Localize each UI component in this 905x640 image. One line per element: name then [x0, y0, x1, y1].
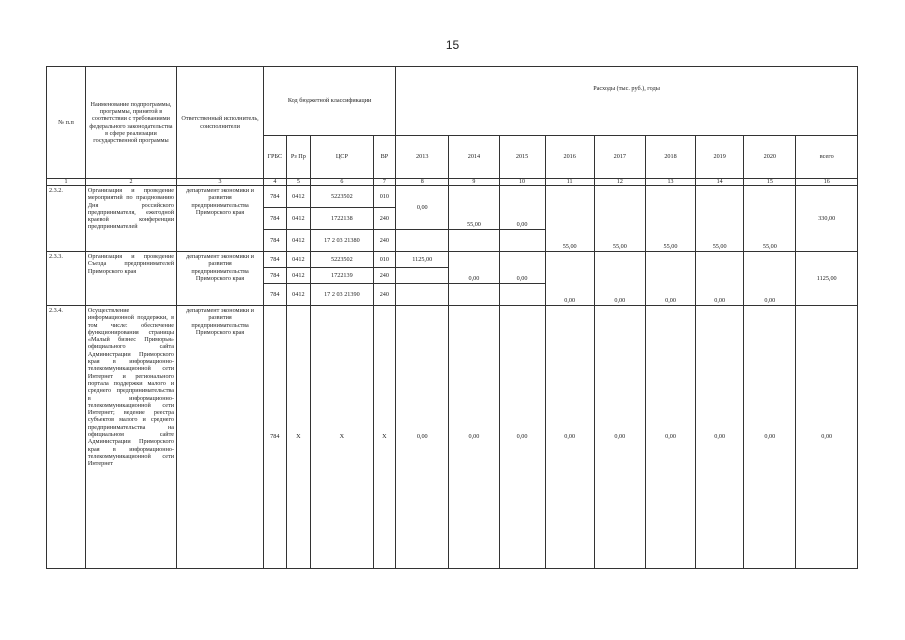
cell-rzpr: 0412	[286, 268, 311, 284]
col-number: 13	[645, 179, 695, 186]
cell-grbs: 784	[264, 186, 287, 208]
cell-2013	[396, 284, 449, 306]
cell-csr: 17 2 03 21390	[311, 284, 373, 306]
cell-2015	[499, 284, 545, 306]
row-name: Осуществление информационной поддержки, в том числе: обеспечение функционирования страницы «Малый бизнес Приморья» официального сайта Администрации Приморского края в информационно-телекоммуникационной сети Интернет и регионального портала поддержки малого и среднего предпринимательства в информационно-телекоммуникационной сети Интернет; ведение реестра субъектов малого и среднего предпринимательства на официальном сайте Администрации Приморского края в информационно-телекоммуникационной сети Интернет	[85, 306, 176, 569]
cell-vr: 240	[373, 268, 396, 284]
cell-rzpr: 0412	[286, 230, 311, 252]
cell-grbs: 784	[264, 268, 287, 284]
cell-2013: 0,00	[396, 186, 449, 230]
col-budget-code-header: Код бюджетной классификации	[264, 67, 396, 136]
cell-grbs: 784	[264, 230, 287, 252]
cell-2019: 0,00	[696, 306, 744, 569]
cell-2017: 0,00	[594, 306, 645, 569]
cell-2016: 0,00	[545, 306, 594, 569]
cell-2014	[449, 230, 499, 252]
cell-total: 330,00	[796, 186, 858, 252]
cell-rzpr: 0412	[286, 208, 311, 230]
table-row	[47, 186, 858, 208]
col-number: 8	[396, 179, 449, 186]
year-header: 2013	[396, 136, 449, 179]
year-header: 2015	[499, 136, 545, 179]
cell-2013	[396, 230, 449, 252]
total-header: всего	[796, 136, 858, 179]
cell-grbs: 784	[264, 284, 287, 306]
year-header: 2014	[449, 136, 499, 179]
sub-csr: ЦСР	[311, 136, 373, 179]
row-executor: департамент экономики и развития предпринимательства Приморского края	[177, 306, 264, 569]
cell-vr: 010	[373, 186, 396, 208]
year-header: 2019	[696, 136, 744, 179]
cell-grbs: 784	[264, 306, 287, 569]
cell-2015: 0,00	[499, 252, 545, 284]
col-number: 11	[545, 179, 594, 186]
col-number: 7	[373, 179, 396, 186]
cell-vr: 240	[373, 284, 396, 306]
col-expenses-header: Расходы (тыс. руб.), годы	[396, 67, 858, 136]
cell-csr: 1722138	[311, 208, 373, 230]
cell-2018: 0,00	[645, 252, 695, 306]
cell-2019: 0,00	[696, 252, 744, 306]
cell-2014	[449, 284, 499, 306]
table-row	[47, 252, 858, 268]
cell-csr: 1722139	[311, 268, 373, 284]
row-number: 2.3.4.	[47, 306, 86, 569]
col-number: 14	[696, 179, 744, 186]
col-num-header: № п.п	[47, 67, 86, 179]
col-number: 15	[744, 179, 796, 186]
row-number: 2.3.3.	[47, 252, 86, 306]
header-row	[47, 67, 858, 136]
cell-csr: 5223502	[311, 186, 373, 208]
year-header: 2020	[744, 136, 796, 179]
col-executor-header: Ответственный исполнитель, соисполнители	[177, 67, 264, 179]
cell-vr: Х	[373, 306, 396, 569]
col-number: 3	[177, 179, 264, 186]
year-header: 2017	[594, 136, 645, 179]
year-header: 2018	[645, 136, 695, 179]
table-row	[47, 306, 858, 569]
cell-2015: 0,00	[499, 306, 545, 569]
col-number: 2	[85, 179, 176, 186]
col-number: 6	[311, 179, 373, 186]
col-number: 16	[796, 179, 858, 186]
col-number: 4	[264, 179, 287, 186]
row-name: Организация и проведение мероприятий по празднованию Дня российского предпринимателя, ежегодной краевой конференции предпринимателей	[85, 186, 176, 252]
cell-total: 0,00	[796, 306, 858, 569]
cell-2018: 0,00	[645, 306, 695, 569]
cell-vr: 010	[373, 252, 396, 268]
cell-2018: 55,00	[645, 186, 695, 252]
sub-grbs: ГРБС	[264, 136, 287, 179]
cell-2013: 1125,00	[396, 252, 449, 268]
row-name: Организация и проведение Съезда предпринимателей Приморского края	[85, 252, 176, 306]
col-number: 1	[47, 179, 86, 186]
col-number: 9	[449, 179, 499, 186]
cell-csr: 5223502	[311, 252, 373, 268]
budget-table	[46, 66, 858, 569]
cell-2020: 0,00	[744, 306, 796, 569]
cell-2015	[499, 230, 545, 252]
cell-2014: 0,00	[449, 306, 499, 569]
cell-2016: 0,00	[545, 252, 594, 306]
cell-2015: 0,00	[499, 186, 545, 230]
row-executor: департамент экономики и развития предпринимательства Приморского края	[177, 252, 264, 306]
row-number: 2.3.2.	[47, 186, 86, 252]
cell-2019: 55,00	[696, 186, 744, 252]
cell-rzpr: 0412	[286, 284, 311, 306]
cell-2020: 55,00	[744, 186, 796, 252]
cell-csr: 17 2 03 21380	[311, 230, 373, 252]
cell-rzpr: 0412	[286, 252, 311, 268]
cell-2013	[396, 268, 449, 284]
cell-2017: 55,00	[594, 186, 645, 252]
row-executor: департамент экономики и развития предпринимательства Приморского края	[177, 186, 264, 252]
column-number-row	[47, 179, 858, 186]
cell-total: 1125,00	[796, 252, 858, 306]
page-number: 15	[445, 38, 460, 52]
col-name-header: Наименование подпрограммы, программы, принятой в соответствии с требованиями федерального законодательства в сфере реализации государственной программы	[85, 67, 176, 179]
sub-vr: ВР	[373, 136, 396, 179]
cell-rzpr: 0412	[286, 186, 311, 208]
cell-2017: 0,00	[594, 252, 645, 306]
year-header: 2016	[545, 136, 594, 179]
sub-rzpr: Рз Пр	[286, 136, 311, 179]
cell-vr: 240	[373, 208, 396, 230]
cell-2014: 55,00	[449, 186, 499, 230]
cell-2020: 0,00	[744, 252, 796, 306]
cell-vr: 240	[373, 230, 396, 252]
col-number: 12	[594, 179, 645, 186]
cell-2016: 55,00	[545, 186, 594, 252]
col-number: 10	[499, 179, 545, 186]
cell-rzpr: Х	[286, 306, 311, 569]
cell-csr: Х	[311, 306, 373, 569]
col-number: 5	[286, 179, 311, 186]
cell-grbs: 784	[264, 208, 287, 230]
cell-2014: 0,00	[449, 252, 499, 284]
cell-2013: 0,00	[396, 306, 449, 569]
cell-grbs: 784	[264, 252, 287, 268]
